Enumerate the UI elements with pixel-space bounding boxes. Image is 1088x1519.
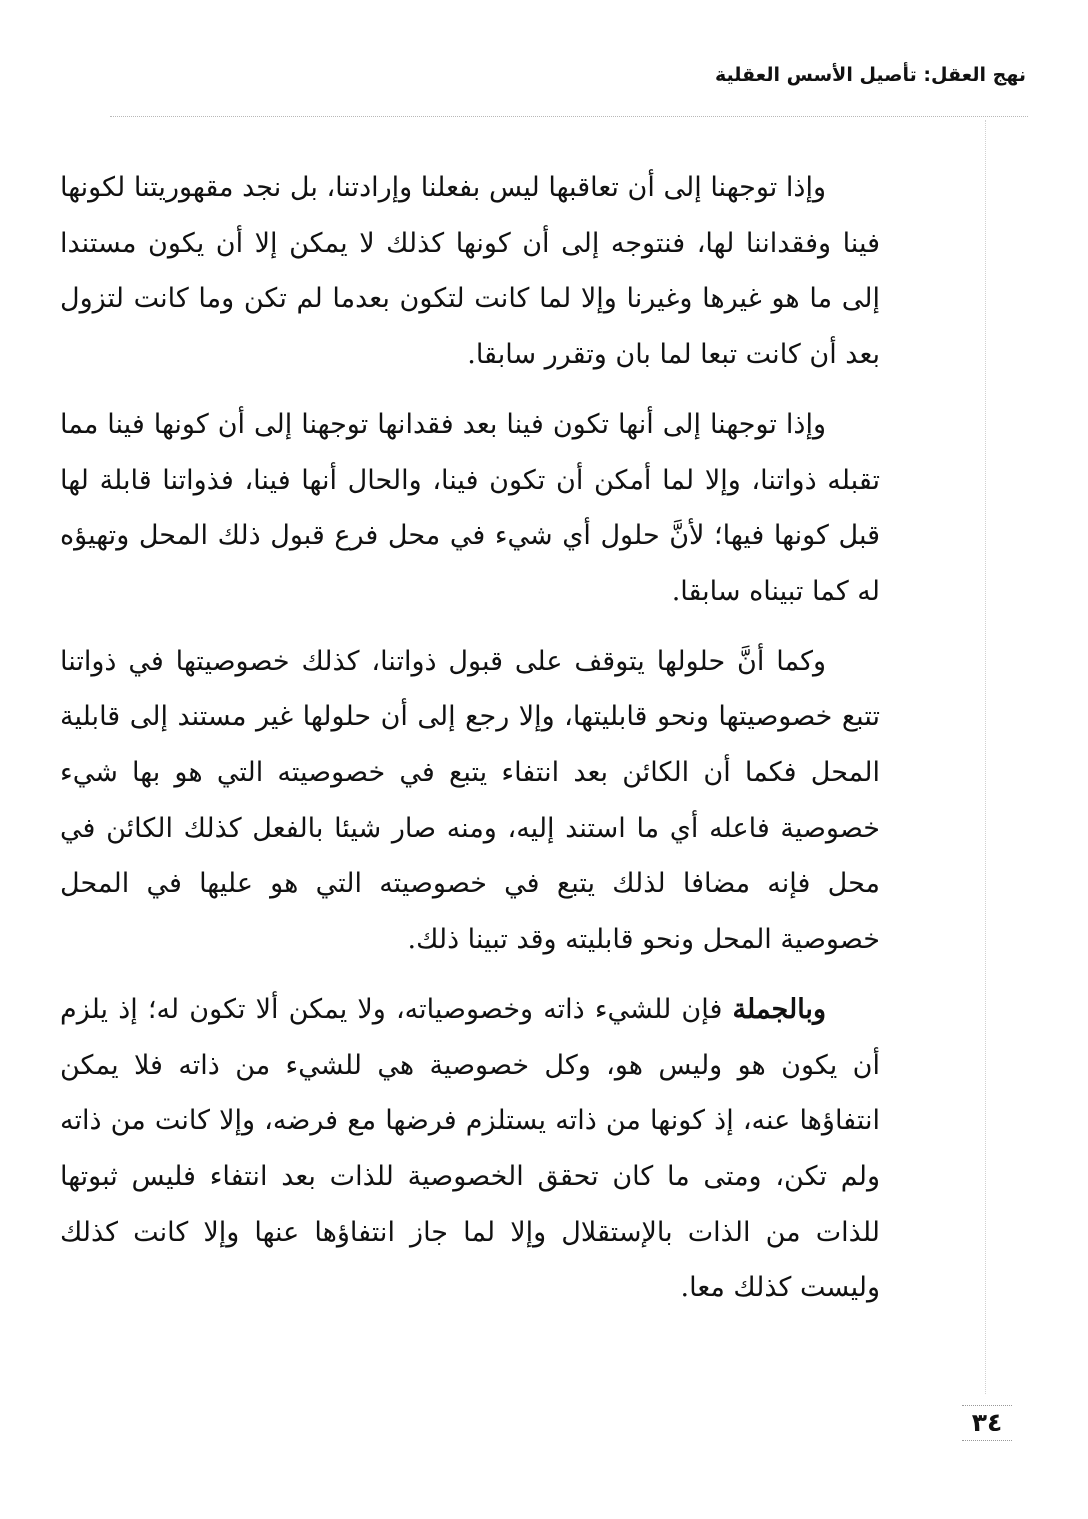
paragraph-lead-word: وبالجملة	[732, 993, 826, 1025]
paragraph-text: وإذا توجهنا إلى أنها تكون فينا بعد فقدانها توجهنا إلى أن كونها فينا مما تقبله ذواتنا، وإلا لما أمكن أن تكون فينا، والحال أنها فينا، فذواتنا قابلة لها قبل كونها فيها؛ لأنَّ حلول أي شيء في محل فرع قبول ذلك المحل وتهيؤه له كما تبيناه سابقا.	[60, 408, 880, 607]
page-number: ٣٤	[962, 1405, 1012, 1441]
paragraph-text: وكما أنَّ حلولها يتوقف على قبول ذواتنا، كذلك خصوصيتها في ذواتنا تتبع خصوصيتها ونحو قابليتها، وإلا رجع إلى أن حلولها غير مستند إلى قابلية المحل فكما أن الكائن بعد انتفاء يتبع في خصوصيته التي هو بها شيء خصوصية فاعله أي ما استند إليه، ومنه صار شيئا بالفعل كذلك الكائن في محل فإنه مضافا لذلك يتبع في خصوصيته التي هو عليها في المحل خصوصية المحل ونحو قابليته وقد تبينا ذلك.	[60, 645, 880, 956]
page-body	[60, 160, 880, 1330]
paragraph-3	[60, 634, 880, 968]
paragraph-4	[60, 982, 880, 1316]
paragraph-1	[60, 160, 880, 383]
paragraph-text: فإن للشيء ذاته وخصوصياته، ولا يمكن ألا تكون له؛ إذ يلزم أن يكون هو وليس هو، وكل خصوصية هي للشيء من ذاته فلا يمكن انتفاؤها عنه، إذ كونها من ذاته يستلزم فرضها مع فرضه، وإلا كانت من ذاته ولم تكن، ومتى ما كان تحقق الخصوصية للذات بعد انتفاء فليس ثبوتها للذات من الذات بالإستقلال وإلا لما جاز انتفاؤها عنها وإلا كانت كذلك وليست كذلك معا.	[60, 993, 880, 1304]
running-title: نهج العقل: تأصيل الأسس العقلية	[714, 64, 1026, 86]
margin-rule	[985, 120, 986, 1394]
paragraph-2	[60, 397, 880, 620]
paragraph-text: وإذا توجهنا إلى أن تعاقبها ليس بفعلنا وإرادتنا، بل نجد مقهوريتنا لكونها فينا وفقداننا لها، فنتوجه إلى أن كونها كذلك لا يمكن إلا أن يكون مستندا إلى ما هو غيرها وغيرنا وإلا لما كانت لتكون بعدما لم تكن وما كانت لتزول بعد أن كانت تبعا لما بان وتقرر سابقا.	[60, 172, 880, 371]
header-divider	[110, 116, 1028, 117]
